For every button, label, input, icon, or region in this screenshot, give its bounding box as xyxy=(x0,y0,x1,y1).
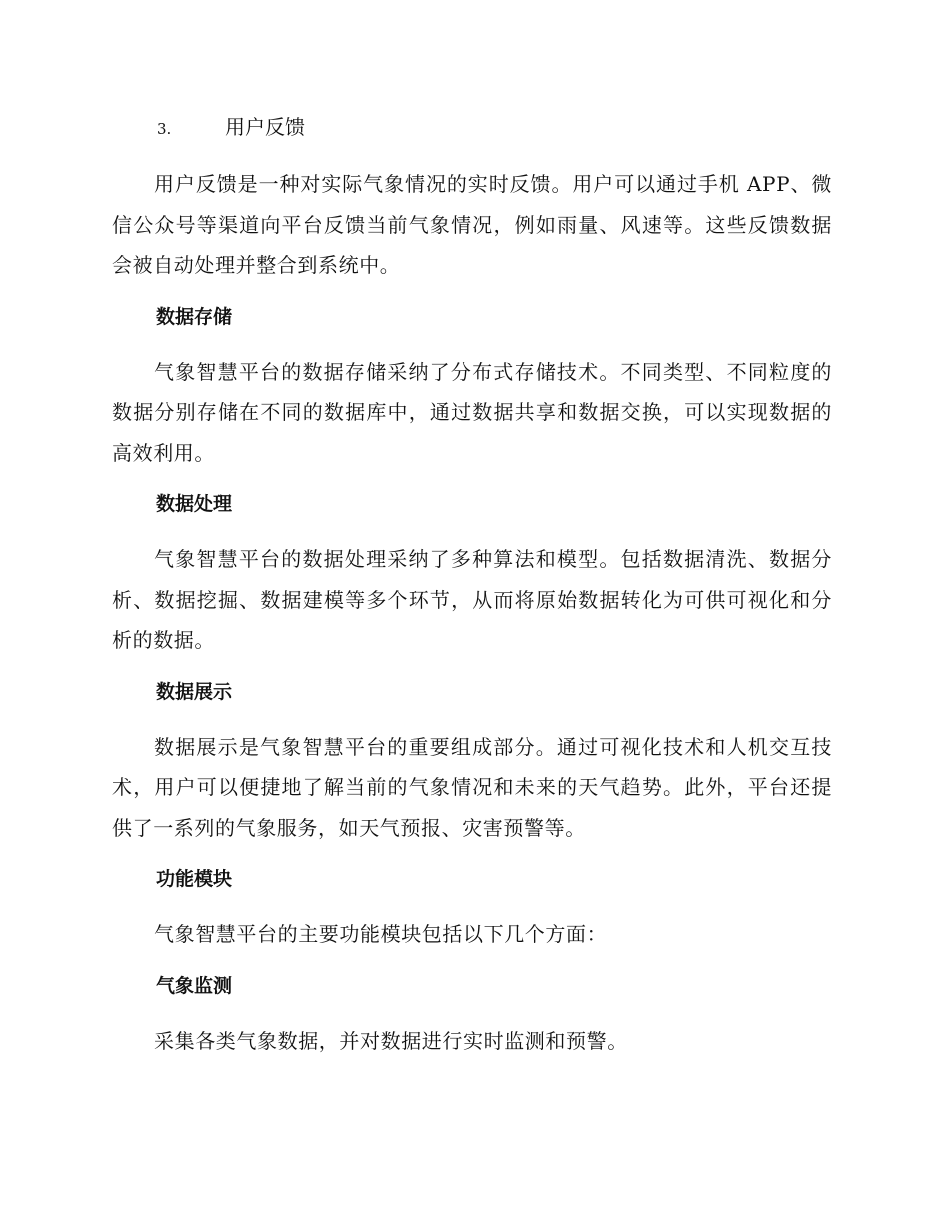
section-heading-user-feedback xyxy=(112,110,832,144)
list-number: 3. xyxy=(157,120,172,138)
paragraph-data-storage: 气象智慧平台的数据存储采纳了分布式存储技术。不同类型、不同粒度的数据分别存储在不同的数据库中，通过数据共享和数据交换，可以实现数据的高效利用。 xyxy=(112,359,832,465)
heading-data-processing: 数据处理 xyxy=(156,493,233,515)
heading-weather-monitoring: 气象监测 xyxy=(156,974,233,997)
paragraph-data-processing: 气象智慧平台的数据处理采纳了多种算法和模型。包括数据清洗、数据分析、数据挖掘、数据建模等多个环节，从而将原始数据转化为可供可视化和分析的数据。 xyxy=(112,547,832,652)
paragraph-data-display: 数据展示是气象智慧平台的重要组成部分。通过可视化技术和人机交互技术，用户可以便捷地了解当前的气象情况和未来的天气趋势。此外，平台还提供了一系列的气象服务，如天气预报、灾害预警等。 xyxy=(112,734,832,840)
paragraph-weather-monitoring: 采集各类气象数据，并对数据进行实时监测和预警。 xyxy=(154,1028,628,1053)
paragraph-function-modules: 气象智慧平台的主要功能模块包括以下几个方面： xyxy=(154,922,608,946)
document-body xyxy=(112,110,832,1075)
heading-function-modules: 功能模块 xyxy=(156,868,233,890)
paragraph-user-feedback: 用户反馈是一种对实际气象情况的实时反馈。用户可以通过手机 APP、微信公众号等渠道向平台反馈当前气象情况，例如雨量、风速等。这些反馈数据会被自动处理并整合到系统中。 xyxy=(112,172,832,277)
heading-title: 用户反馈 xyxy=(225,115,305,139)
heading-data-display: 数据展示 xyxy=(156,680,233,703)
heading-data-storage: 数据存储 xyxy=(156,305,233,328)
